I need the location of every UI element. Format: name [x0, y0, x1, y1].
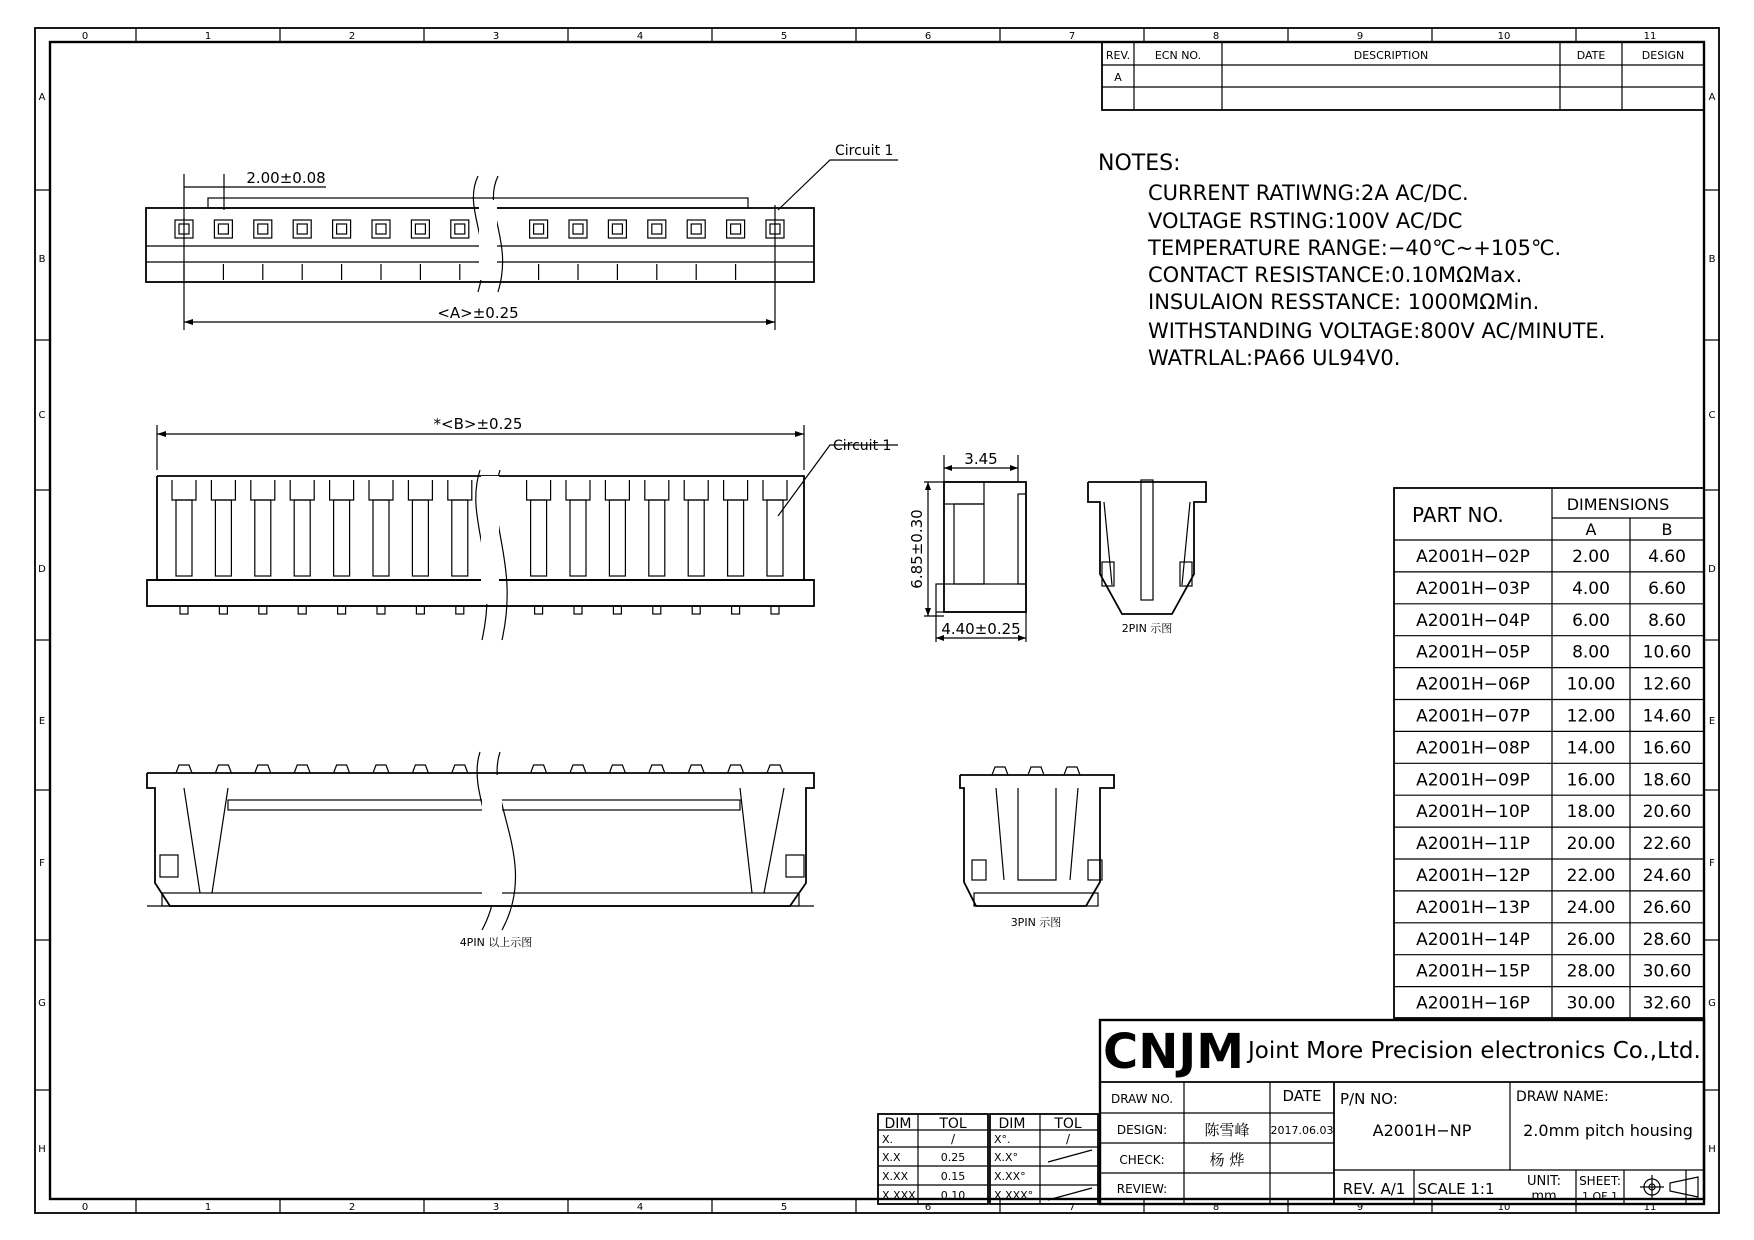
top-contact-inner — [297, 224, 307, 234]
tol-cell: X°. — [994, 1133, 1011, 1146]
grid-col-label: 4 — [636, 1202, 644, 1213]
front-cavity — [688, 500, 704, 576]
pin4-bump — [452, 765, 468, 773]
dim-b-cell: 16.60 — [1642, 738, 1692, 759]
b-dimension: *<B>±0.25 — [433, 415, 523, 433]
tol-tol-header-right: TOL — [1054, 1116, 1082, 1132]
part-number-cell: A2001H−04P — [1416, 610, 1530, 631]
dim-b-cell: 22.60 — [1642, 834, 1692, 855]
part-number-cell: A2001H−14P — [1416, 929, 1530, 950]
note-line: INSULAION RESSTANCE: 1000MΩMin. — [1148, 290, 1540, 314]
unit-value: mm — [1531, 1189, 1557, 1204]
front-latch — [251, 480, 275, 500]
front-foot — [456, 606, 464, 614]
col-a-header: A — [1585, 520, 1597, 539]
grid-row-label: G — [1708, 998, 1716, 1009]
pitch-dimension: 2.00±0.08 — [246, 169, 326, 187]
tol-dim-header-left: DIM — [884, 1116, 912, 1132]
front-foot — [338, 606, 346, 614]
dim-a-cell: 14.00 — [1566, 738, 1616, 759]
note-line: WATRLAL:PA66 UL94V0. — [1148, 346, 1401, 370]
front-foot — [535, 606, 543, 614]
part-number-cell: A2001H−03P — [1416, 578, 1530, 599]
dimensions-header: DIMENSIONS — [1566, 495, 1670, 514]
front-latch — [290, 480, 314, 500]
grid-row-label: F — [1709, 858, 1715, 869]
part-number-cell: A2001H−02P — [1416, 546, 1530, 567]
grid-col-label: 6 — [924, 1202, 932, 1213]
dim-a-cell: 10.00 — [1566, 674, 1616, 695]
top-contact-inner — [415, 224, 425, 234]
grid-row-label: D — [1708, 564, 1716, 575]
pin2-view — [1088, 480, 1206, 635]
front-cavity — [294, 500, 310, 576]
a-dimension: <A>±0.25 — [437, 304, 519, 322]
top-contact-slot — [608, 220, 626, 238]
design-header: DESIGN — [1641, 49, 1685, 62]
top-contact-slot — [727, 220, 745, 238]
grid-col-label: 9 — [1356, 1202, 1364, 1213]
dim-a-cell: 6.00 — [1572, 610, 1610, 631]
dim-a-cell: 12.00 — [1566, 706, 1616, 727]
pin3-bump — [1064, 767, 1080, 775]
top-contact-slot — [372, 220, 390, 238]
front-latch — [369, 480, 393, 500]
top-contact-slot — [530, 220, 548, 238]
front-foot — [653, 606, 661, 614]
draw-name-value: 2.0mm pitch housing — [1523, 1121, 1693, 1140]
grid-row-label: D — [38, 564, 46, 575]
grid-col-label: 3 — [492, 1202, 500, 1213]
rev-value: A — [1114, 71, 1122, 84]
dim-b-cell: 24.60 — [1642, 865, 1692, 886]
top-contact-slot — [648, 220, 666, 238]
tol-dim-header-right: DIM — [998, 1116, 1026, 1132]
grid-row-label: A — [1708, 92, 1716, 103]
dim-a-cell: 16.00 — [1566, 770, 1616, 791]
dim-a-cell: 26.00 — [1566, 929, 1616, 950]
front-foot — [219, 606, 227, 614]
tol-cell: X.XXX — [882, 1189, 916, 1202]
tol-cell: X. — [882, 1133, 894, 1146]
top-contact-inner — [534, 224, 544, 234]
pin4-bump — [531, 765, 547, 773]
dim-b-cell: 26.60 — [1642, 897, 1692, 918]
grid-row-label: C — [38, 410, 46, 421]
pin4-bump — [767, 765, 783, 773]
dim-a-cell: 4.00 — [1572, 578, 1610, 599]
side-view — [908, 450, 1026, 642]
title-block — [1100, 1020, 1704, 1204]
dim-a-cell: 8.00 — [1572, 642, 1610, 663]
grid-col-label: 10 — [1497, 31, 1511, 42]
part-number-cell: A2001H−05P — [1416, 642, 1530, 663]
part-number-cell: A2001H−13P — [1416, 897, 1530, 918]
dim-b-cell: 20.60 — [1642, 802, 1692, 823]
company-logo: CNJM — [1103, 1024, 1245, 1080]
front-latch — [448, 480, 472, 500]
dim-a-cell: 18.00 — [1566, 802, 1616, 823]
front-cavity — [255, 500, 271, 576]
top-contact-inner — [337, 224, 347, 234]
design-value: 陈雪峰 — [1204, 1121, 1250, 1139]
grid-col-label: 6 — [924, 31, 932, 42]
part-number-cell: A2001H−12P — [1416, 865, 1530, 886]
grid-row-label: H — [38, 1144, 46, 1155]
grid-col-label: 0 — [81, 31, 89, 42]
note-line: CONTACT RESISTANCE:0.10MΩMax. — [1148, 263, 1523, 287]
dim-a-cell: 30.00 — [1566, 993, 1616, 1014]
pin4-bump — [215, 765, 231, 773]
rev-label: REV. A/1 — [1342, 1180, 1406, 1198]
pin4-bump — [570, 765, 586, 773]
grid-col-label: 5 — [780, 31, 788, 42]
part-number-cell: A2001H−11P — [1416, 834, 1530, 855]
pin4-bump — [412, 765, 428, 773]
front-foot — [416, 606, 424, 614]
pin2-caption: 2PIN 示图 — [1121, 622, 1173, 635]
front-cavity — [452, 500, 468, 576]
front-foot — [377, 606, 385, 614]
front-latch — [408, 480, 432, 500]
part-number-cell: A2001H−08P — [1416, 738, 1530, 759]
front-cavity — [412, 500, 428, 576]
pn-value: A2001H−NP — [1372, 1121, 1472, 1140]
unit-label: UNIT: — [1527, 1174, 1561, 1189]
sheet-label: SHEET: — [1579, 1174, 1621, 1188]
check-value: 杨 烨 — [1209, 1151, 1245, 1169]
grid-col-label: 4 — [636, 31, 644, 42]
front-cavity — [570, 500, 586, 576]
grid-row-label: B — [1708, 254, 1716, 265]
front-cavity — [728, 500, 744, 576]
grid-col-label: 8 — [1212, 31, 1220, 42]
description-header: DESCRIPTION — [1353, 49, 1429, 62]
grid-col-label: 2 — [348, 31, 356, 42]
pn-label: P/N NO: — [1340, 1090, 1398, 1108]
tol-cell: 0.10 — [940, 1189, 966, 1202]
front-latch — [527, 480, 551, 500]
pin4-bump — [255, 765, 271, 773]
circuit-label-top: Circuit 1 — [835, 143, 894, 159]
part-number-cell: A2001H−10P — [1416, 802, 1530, 823]
part-number-cell: A2001H−09P — [1416, 770, 1530, 791]
front-cavity — [767, 500, 783, 576]
dim-a-cell: 2.00 — [1572, 546, 1610, 567]
front-latch — [645, 480, 669, 500]
dimensions-table — [1394, 488, 1704, 1018]
pin3-bump — [992, 767, 1008, 775]
top-contact-slot — [333, 220, 351, 238]
side-height-dimension: 6.85±0.30 — [908, 509, 926, 589]
dim-b-cell: 18.60 — [1642, 770, 1692, 791]
pin4-bump — [728, 765, 744, 773]
top-contact-slot — [687, 220, 705, 238]
dim-b-cell: 6.60 — [1648, 578, 1686, 599]
pin4-caption: 4PIN 以上示图 — [459, 936, 533, 949]
top-contact-inner — [573, 224, 583, 234]
grid-col-label: 11 — [1643, 1202, 1657, 1213]
side-base-dimension: 4.40±0.25 — [941, 620, 1021, 638]
grid-row-label: H — [1708, 1144, 1716, 1155]
notes-title: NOTES: — [1098, 151, 1181, 176]
grid-col-label: 7 — [1068, 31, 1076, 42]
front-latch — [684, 480, 708, 500]
tol-cell: X.XXX° — [994, 1189, 1034, 1202]
dim-b-cell: 28.60 — [1642, 929, 1692, 950]
grid-col-label: 11 — [1643, 31, 1657, 42]
front-foot — [574, 606, 582, 614]
tol-cell: / — [950, 1132, 956, 1146]
grid-col-label: 0 — [81, 1202, 89, 1213]
dim-a-cell: 22.00 — [1566, 865, 1616, 886]
front-foot — [732, 606, 740, 614]
tol-cell: X.XX — [882, 1170, 909, 1183]
top-contact-inner — [218, 224, 228, 234]
dim-a-cell: 20.00 — [1566, 834, 1616, 855]
tol-cell: / — [1065, 1132, 1071, 1146]
part-number-cell: A2001H−15P — [1416, 961, 1530, 982]
dim-b-cell: 14.60 — [1642, 706, 1692, 727]
note-line: WITHSTANDING VOLTAGE:800V AC/MINUTE. — [1148, 319, 1606, 343]
date-label: DATE — [1282, 1087, 1322, 1105]
dim-b-cell: 30.60 — [1642, 961, 1692, 982]
front-latch — [763, 480, 787, 500]
grid-row-label: G — [38, 998, 46, 1009]
top-contact-inner — [652, 224, 662, 234]
tolerance-table — [878, 1114, 1098, 1204]
sheet-value: 1 OF 1 — [1582, 1190, 1618, 1203]
ecn-header: ECN NO. — [1154, 49, 1202, 62]
front-latch — [211, 480, 235, 500]
front-foot — [613, 606, 621, 614]
pin4-bump — [294, 765, 310, 773]
front-cavity — [373, 500, 389, 576]
grid-col-label: 3 — [492, 31, 500, 42]
draw-name-label: DRAW NAME: — [1516, 1089, 1609, 1105]
note-line: VOLTAGE RSTING:100V AC/DC — [1148, 209, 1463, 233]
grid-row-label: A — [38, 92, 46, 103]
grid-row-label: C — [1708, 410, 1716, 421]
dim-b-cell: 12.60 — [1642, 674, 1692, 695]
top-contact-inner — [731, 224, 741, 234]
top-contact-slot — [254, 220, 272, 238]
top-view — [146, 143, 898, 330]
scale-label: SCALE 1:1 — [1417, 1180, 1495, 1198]
part-no-header: PART NO. — [1412, 503, 1504, 527]
front-cavity — [334, 500, 350, 576]
pin4-bump — [373, 765, 389, 773]
projection-symbol-icon — [1640, 1175, 1698, 1199]
circuit-label-front: Circuit 1 — [833, 438, 892, 454]
date-header: DATE — [1576, 49, 1606, 62]
top-contact-inner — [691, 224, 701, 234]
front-latch — [724, 480, 748, 500]
grid-col-label: 7 — [1068, 1202, 1076, 1213]
tol-cell: X.X° — [994, 1151, 1019, 1164]
pin4-bump — [334, 765, 350, 773]
top-contact-slot — [293, 220, 311, 238]
front-latch — [330, 480, 354, 500]
revision-table — [1102, 42, 1704, 110]
grid-col-label: 1 — [204, 31, 212, 42]
top-contact-slot — [569, 220, 587, 238]
dim-b-cell: 32.60 — [1642, 993, 1692, 1014]
grid-row-label: E — [1708, 716, 1716, 727]
grid-col-label: 8 — [1212, 1202, 1220, 1213]
grid-row-label: F — [39, 858, 45, 869]
dim-a-cell: 28.00 — [1566, 961, 1616, 982]
dim-b-cell: 10.60 — [1642, 642, 1692, 663]
front-foot — [771, 606, 779, 614]
grid-col-label: 2 — [348, 1202, 356, 1213]
pin4-view — [147, 752, 814, 949]
design-label: DESIGN: — [1116, 1123, 1168, 1137]
note-line: TEMPERATURE RANGE:−40℃~+105℃. — [1148, 236, 1562, 260]
part-number-cell: A2001H−06P — [1416, 674, 1530, 695]
pin4-bump — [649, 765, 665, 773]
dim-a-cell: 24.00 — [1566, 897, 1616, 918]
rev-header: REV. — [1105, 49, 1131, 62]
front-foot — [692, 606, 700, 614]
grid-col-label: 10 — [1497, 1202, 1511, 1213]
draw-no-label: DRAW NO. — [1110, 1092, 1174, 1106]
tol-cell: X.X — [882, 1151, 901, 1164]
grid-col-label: 1 — [204, 1202, 212, 1213]
top-contact-slot — [411, 220, 429, 238]
pin4-bump — [609, 765, 625, 773]
dim-b-cell: 4.60 — [1648, 546, 1686, 567]
front-cavity — [609, 500, 625, 576]
top-contact-slot — [451, 220, 469, 238]
front-cavity — [176, 500, 192, 576]
dim-b-cell: 8.60 — [1648, 610, 1686, 631]
grid-row-label: E — [38, 716, 46, 727]
pin4-bump — [688, 765, 704, 773]
pin3-view — [960, 767, 1114, 929]
design-date: 2017.06.03 — [1270, 1124, 1334, 1137]
top-contact-slot — [214, 220, 232, 238]
pin3-bump — [1028, 767, 1044, 775]
front-foot — [259, 606, 267, 614]
front-foot — [298, 606, 306, 614]
top-contact-inner — [455, 224, 465, 234]
pin4-bump — [176, 765, 192, 773]
company-name: Joint More Precision electronics Co.,Ltd. — [1248, 1038, 1701, 1064]
side-width-dimension: 3.45 — [964, 450, 998, 468]
notes — [1098, 151, 1605, 370]
top-contact-inner — [612, 224, 622, 234]
front-view — [147, 415, 898, 640]
front-latch — [172, 480, 196, 500]
pin3-caption: 3PIN 示图 — [1010, 916, 1062, 929]
top-contact-inner — [258, 224, 268, 234]
tol-tol-header-left: TOL — [939, 1116, 967, 1132]
front-foot — [180, 606, 188, 614]
top-contact-inner — [376, 224, 386, 234]
front-cavity — [215, 500, 231, 576]
tol-cell: X.XX° — [994, 1170, 1026, 1183]
front-latch — [605, 480, 629, 500]
grid-col-label: 5 — [780, 1202, 788, 1213]
part-number-cell: A2001H−16P — [1416, 993, 1530, 1014]
check-label: CHECK: — [1119, 1153, 1165, 1167]
grid-row-label: B — [38, 254, 46, 265]
note-line: CURRENT RATIWNG:2A AC/DC. — [1148, 181, 1469, 205]
front-latch — [566, 480, 590, 500]
part-number-cell: A2001H−07P — [1416, 706, 1530, 727]
review-label: REVIEW: — [1116, 1182, 1168, 1196]
tol-cell: 0.25 — [940, 1151, 966, 1164]
col-b-header: B — [1661, 520, 1673, 539]
grid-col-label: 9 — [1356, 31, 1364, 42]
front-cavity — [649, 500, 665, 576]
front-cavity — [531, 500, 547, 576]
tol-cell: 0.15 — [940, 1170, 966, 1183]
